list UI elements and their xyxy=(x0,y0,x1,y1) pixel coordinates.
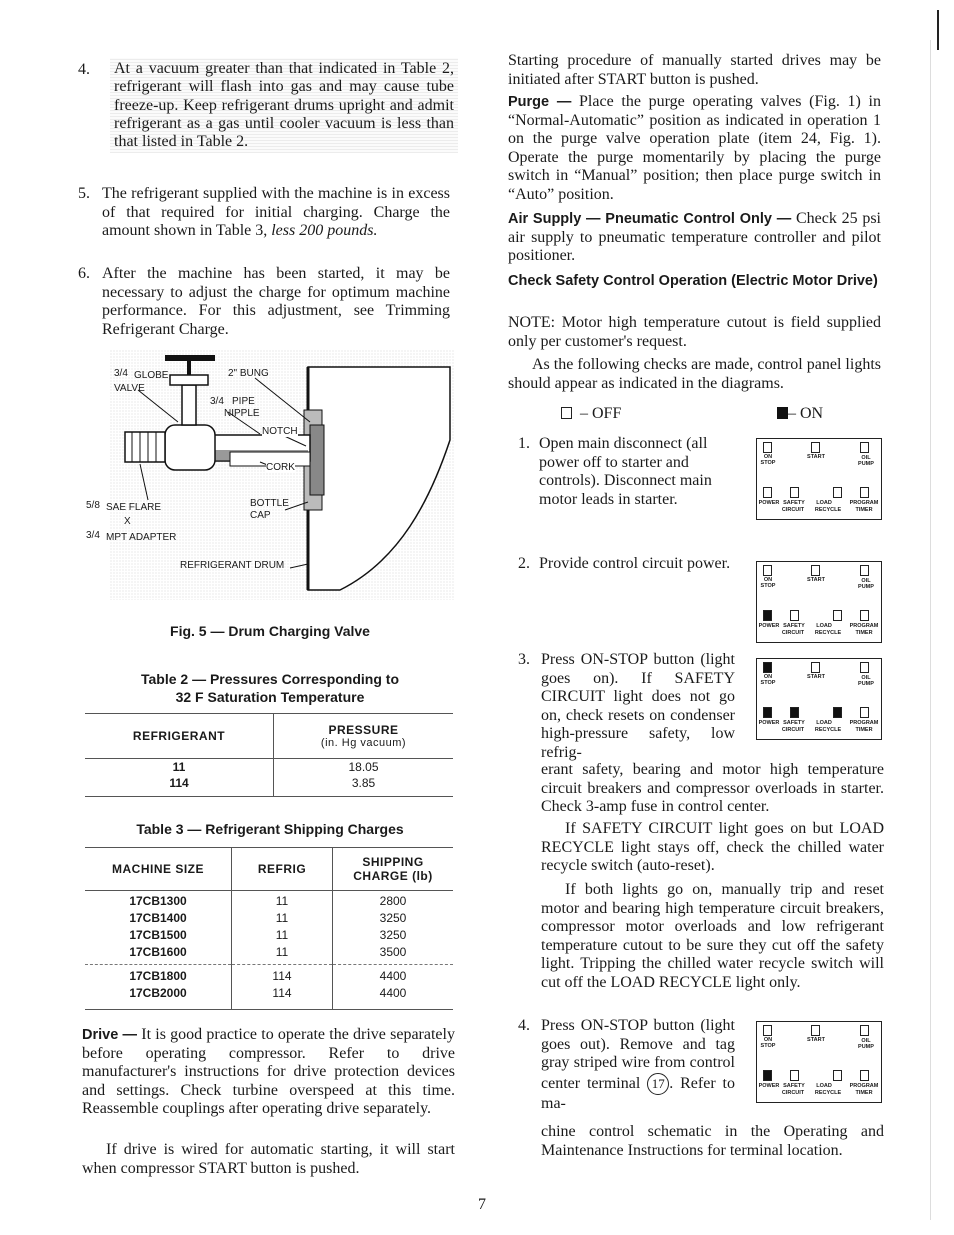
table-3-cell: 114 xyxy=(232,985,333,1010)
table-3-cell: 11 xyxy=(232,927,333,944)
table-2-head-pressure xyxy=(274,714,454,759)
light-on-icon xyxy=(833,707,842,718)
step-4-text-2: . Refer to ma- xyxy=(541,1074,735,1112)
panel-label: LOAD xyxy=(816,1083,832,1089)
light-off-icon xyxy=(860,442,869,453)
panel-label: TIMER xyxy=(855,630,873,636)
table-3-cell: 17CB1600 xyxy=(85,944,232,965)
table-3-cell: 3250 xyxy=(379,928,407,942)
panel-label: STOP xyxy=(760,460,776,466)
table-3-head-shipping xyxy=(333,848,454,891)
table-3-head-size: MACHINE SIZE xyxy=(85,848,232,891)
step-4-number: 4. xyxy=(518,1017,530,1034)
panel-label: START xyxy=(807,1037,825,1043)
panel-label: OIL xyxy=(861,578,871,584)
panel-label: SAFETY xyxy=(783,1083,805,1089)
light-off-icon xyxy=(860,487,869,498)
step-2-text: Provide control circuit power. xyxy=(539,555,731,572)
light-off-icon xyxy=(790,1070,799,1081)
panel-label: STOP xyxy=(760,1043,776,1049)
panel-label: STOP xyxy=(760,583,776,589)
panel-label: PROGRAM xyxy=(849,1083,879,1089)
label-bung: 2" BUNG xyxy=(228,368,269,379)
purge-heading: Purge — xyxy=(508,94,572,110)
label-mpt-adapter: MPT ADAPTER xyxy=(106,532,177,543)
light-off-icon xyxy=(811,565,820,576)
step-3-number: 3. xyxy=(518,651,530,668)
table-3-cell: 4400 xyxy=(379,969,407,983)
table-row xyxy=(85,759,453,776)
drive-text: It is good practice to operate the drive separately before operating compressor. Refer to drive manufacturer's instructions for drive protection devices and settings. Check turbine overspeed at this time. Reassemble couplings after operating drive separately. xyxy=(82,1026,455,1117)
item-6-number: 6. xyxy=(78,265,90,282)
light-on-icon xyxy=(763,1070,772,1081)
control-panel-diagram xyxy=(756,658,882,740)
light-off-icon xyxy=(763,487,772,498)
if-safety-paragraph: If SAFETY CIRCUIT light goes on but LOAD RECYCLE light stays off, check the chilled water recycle switch (auto-reset). xyxy=(541,820,884,874)
table-2-cell: 11 xyxy=(85,759,274,776)
light-off-icon xyxy=(860,610,869,621)
panel-label: ON xyxy=(763,454,773,460)
table-row xyxy=(85,927,453,944)
table-3-cell: 11 xyxy=(232,944,333,965)
panel-label: ON xyxy=(763,674,773,680)
light-off-icon xyxy=(790,487,799,498)
table-2-cell: 114 xyxy=(85,775,274,797)
light-off-icon xyxy=(860,662,869,673)
panel-label: PUMP xyxy=(858,681,874,687)
table-3-cell: 11 xyxy=(232,910,333,927)
label-pipe: PIPE xyxy=(232,396,255,407)
table-3-head-shipping-line2: CHARGE (lb) xyxy=(353,869,433,883)
table-3-cell: 2800 xyxy=(379,894,407,908)
light-off-icon xyxy=(811,1025,820,1036)
panel-label: START xyxy=(807,674,825,680)
table-3-cell: 3500 xyxy=(379,945,407,959)
table-2-title-line1: Table 2 — Pressures Corresponding to xyxy=(140,671,400,687)
table-3-cell: 11 xyxy=(232,891,333,911)
as-following-paragraph: As the following checks are made, control panel lights should appear as indicated in the diagrams. xyxy=(508,356,881,392)
table-3-head-refrig: REFRIG xyxy=(232,848,333,891)
label-notch: NOTCH xyxy=(262,426,298,437)
label-globe-valve-fraction: 3/4 xyxy=(114,368,128,379)
light-off-icon xyxy=(860,1025,869,1036)
air-supply-text: Check 25 psi air supply to pneumatic temperature controller and pilot positioner. xyxy=(508,210,882,264)
table-row xyxy=(85,965,453,986)
panel-label: CIRCUIT xyxy=(781,1090,805,1096)
scan-edge-line xyxy=(930,40,931,1220)
panel-label: START xyxy=(807,577,825,583)
drive-heading: Drive — xyxy=(82,1027,138,1043)
figure-caption: Fig. 5 — Drum Charging Valve xyxy=(170,623,370,639)
table-3-cell: 114 xyxy=(232,965,333,986)
table-2-title-line2: 32 F Saturation Temperature xyxy=(175,689,365,705)
drive-paragraph-2: If drive is wired for automatic starting, it will start when compressor START button is pushed. xyxy=(82,1141,455,1177)
panel-label: ON xyxy=(763,577,773,583)
light-on-icon xyxy=(763,610,772,621)
table-3-cell: 17CB2000 xyxy=(85,985,232,1010)
panel-label: SAFETY xyxy=(783,720,805,726)
label-sae-fraction: 5/8 xyxy=(86,500,100,511)
step-3-continuation: erant safety, bearing and motor high temperature circuit breakers and compressor overloads in starter. Check 3-amp fuse in control center. xyxy=(541,761,884,815)
light-on-icon xyxy=(763,707,772,718)
panel-label: POWER xyxy=(758,623,780,629)
control-panel-diagram xyxy=(756,438,882,520)
light-off-icon xyxy=(763,565,772,576)
panel-label: PROGRAM xyxy=(849,720,879,726)
panel-label: PROGRAM xyxy=(849,623,879,629)
label-nipple: NIPPLE xyxy=(224,408,260,419)
panel-label: ON xyxy=(763,1037,773,1043)
light-on-icon xyxy=(790,707,799,718)
table-3-head-shipping-line1: SHIPPING xyxy=(362,855,424,869)
panel-label: OIL xyxy=(861,1038,871,1044)
panel-label: PROGRAM xyxy=(849,500,879,506)
air-supply-paragraph xyxy=(508,210,881,266)
item-4-number: 4. xyxy=(78,61,90,78)
table-2 xyxy=(85,713,453,797)
label-mpt-fraction: 3/4 xyxy=(86,530,100,541)
page-number: 7 xyxy=(478,1196,486,1213)
label-cork: CORK xyxy=(266,462,295,473)
air-supply-heading: Air Supply — Pneumatic Control Only — xyxy=(508,211,792,227)
table-3-cell: 17CB1800 xyxy=(85,965,232,986)
step-3-text: Press ON-STOP button (light goes on). If SAFETY CIRCUIT light does not go on, check resets on condenser high-pressure safety, low refrig- xyxy=(541,651,735,761)
item-5-paragraph xyxy=(102,185,450,241)
light-off-icon xyxy=(811,662,820,673)
table-3-cell: 3250 xyxy=(379,911,407,925)
purge-paragraph xyxy=(508,93,881,204)
control-panel-diagram xyxy=(756,1021,882,1103)
light-off-icon xyxy=(811,442,820,453)
table-2-cell: 18.05 xyxy=(348,760,379,774)
panel-label: RECYCLE xyxy=(814,727,842,733)
control-panel-diagram xyxy=(756,561,882,643)
table-2-head-refrigerant: REFRIGERANT xyxy=(85,714,274,759)
table-3-cell: 17CB1300 xyxy=(85,891,232,911)
panel-label: OIL xyxy=(861,675,871,681)
on-square-icon xyxy=(777,407,788,419)
panel-label: START xyxy=(807,454,825,460)
drive-paragraph xyxy=(82,1026,455,1119)
label-refrigerant-drum: REFRIGERANT DRUM xyxy=(180,560,285,571)
table-3-cell: 17CB1500 xyxy=(85,927,232,944)
light-off-icon xyxy=(763,1025,772,1036)
light-off-icon xyxy=(790,610,799,621)
panel-label: TIMER xyxy=(855,507,873,513)
light-off-icon xyxy=(860,565,869,576)
table-row xyxy=(85,944,453,965)
item-4-text: At a vacuum greater than that indicated in Table 2, refrigerant will flash into gas and may cause tube freeze-up. Keep refrigerant drums upright and admit refrigerant as a gas until cooler vacuum is less than that listed in Table 2. xyxy=(110,58,458,153)
label-sae-flare: SAE FLARE xyxy=(106,502,162,513)
panel-label: STOP xyxy=(760,680,776,686)
note-paragraph: NOTE: Motor high temperature cutout is field supplied only per customer's request. xyxy=(508,314,881,350)
label-cap: CAP xyxy=(250,510,271,521)
table-3-cell: 17CB1400 xyxy=(85,910,232,927)
step-1-number: 1. xyxy=(518,435,530,452)
panel-label: PUMP xyxy=(858,584,874,590)
panel-label: PUMP xyxy=(858,1044,874,1050)
panel-label: SAFETY xyxy=(783,623,805,629)
starting-procedure-paragraph: Starting procedure of manually started drives may be initiated after START button is pushed. xyxy=(508,52,881,88)
legend-off: – OFF xyxy=(580,405,622,422)
panel-label: CIRCUIT xyxy=(781,727,805,733)
panel-label: RECYCLE xyxy=(814,507,842,513)
table-3 xyxy=(85,847,453,1010)
if-both-paragraph: If both lights go on, manually trip and reset motor and bearing high temperature circuit breakers, compressor motor overloads and low refrigerant temperature cutout to be sure they cut off the safety light. Tripping the chilled water recycle switch will cut off the LOAD RECYCLE light only. xyxy=(541,881,884,991)
table-3-cell: 4400 xyxy=(379,986,407,1000)
item-5-italic: less 200 pounds. xyxy=(271,222,378,239)
scan-edge-mark xyxy=(937,10,939,50)
panel-label: POWER xyxy=(758,500,780,506)
panel-label: LOAD xyxy=(816,500,832,506)
light-on-icon xyxy=(763,662,772,673)
light-off-icon xyxy=(833,487,842,498)
label-valve: VALVE xyxy=(114,383,145,394)
light-off-icon xyxy=(833,1070,842,1081)
panel-label: SAFETY xyxy=(783,500,805,506)
item-6-text: After the machine has been started, it may be necessary to adjust the charge for optimum machine performance. For this adjustment, see Trimming Refrigerant Charge. xyxy=(102,265,450,338)
panel-label: RECYCLE xyxy=(814,630,842,636)
step-2-number: 2. xyxy=(518,555,530,572)
item-5-number: 5. xyxy=(78,185,90,202)
panel-label: CIRCUIT xyxy=(781,507,805,513)
purge-text: Place the purge operating valves (Fig. 1) in “Normal-Automatic” position as indicated in operation 1 on the purge valve operation plate (item 24, Fig. 1). Operate the purge momentarily by placing the purge switch in “Manual” position; then place purge switch in “Auto” position. xyxy=(508,93,882,203)
label-globe: GLOBE xyxy=(134,370,169,381)
legend-on: – ON xyxy=(788,405,824,422)
panel-label: CIRCUIT xyxy=(781,630,805,636)
panel-label: PUMP xyxy=(858,461,874,467)
table-row xyxy=(85,910,453,927)
table-2-head-pressure-unit: (in. Hg vacuum) xyxy=(320,737,407,749)
light-off-icon xyxy=(860,707,869,718)
light-off-icon xyxy=(763,442,772,453)
table-row xyxy=(85,775,453,797)
table-3-title: Table 3 — Refrigerant Shipping Charges xyxy=(136,821,404,837)
label-pipe-fraction: 3/4 xyxy=(210,396,224,407)
panel-label: LOAD xyxy=(816,623,832,629)
step-1-text: Open main disconnect (all power off to starter and controls). Disconnect main motor leads in starter. xyxy=(539,435,712,508)
step-4-text: Press ON-STOP button (light goes out). Remove and tag gray striped wire from control center terminal xyxy=(541,1017,735,1092)
panel-label: POWER xyxy=(758,720,780,726)
item-5-text: The refrigerant supplied with the machine is in excess of that required for initial charging. Charge the amount shown in Table 3, xyxy=(102,185,450,239)
table-row xyxy=(85,891,453,911)
terminal-number-badge: 17 xyxy=(647,1073,669,1095)
table-2-cell: 3.85 xyxy=(351,776,376,790)
light-off-icon xyxy=(833,610,842,621)
light-off-icon xyxy=(860,1070,869,1081)
step-4-paragraph xyxy=(541,1017,735,1113)
off-square-icon xyxy=(561,407,572,419)
step-4-continuation: chine control schematic in the Operating and Maintenance Instructions for terminal location. xyxy=(541,1123,884,1159)
panel-label: TIMER xyxy=(855,727,873,733)
safety-control-heading: Check Safety Control Operation (Electric Motor Drive) xyxy=(508,273,878,289)
panel-label: RECYCLE xyxy=(814,1090,842,1096)
panel-label: TIMER xyxy=(855,1090,873,1096)
panel-label: POWER xyxy=(758,1083,780,1089)
panel-label: LOAD xyxy=(816,720,832,726)
table-row xyxy=(85,985,453,1010)
table-2-head-pressure-label: PRESSURE xyxy=(328,723,399,737)
panel-label: OIL xyxy=(861,455,871,461)
label-bottle: BOTTLE xyxy=(250,498,289,509)
label-x: X xyxy=(124,516,131,527)
drum-charging-valve-figure xyxy=(86,350,455,600)
